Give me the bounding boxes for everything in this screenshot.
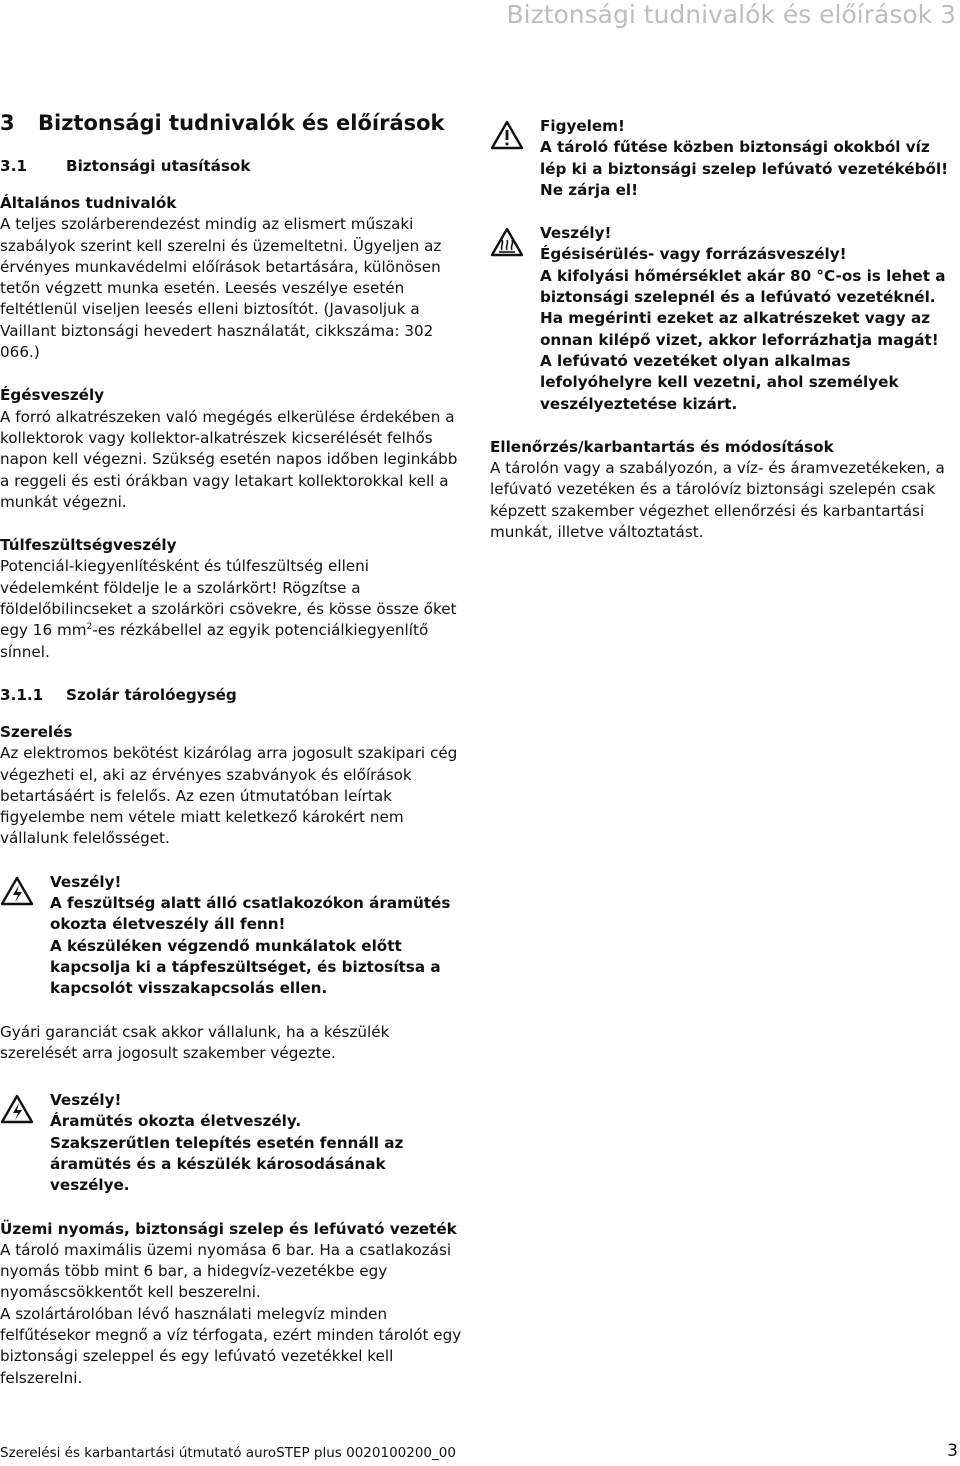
voltage-warning <box>0 872 470 1000</box>
pressure-text-1: A tároló maximális üzemi nyomása 6 bar. Ha a csatlakozási nyomás több mint 6 bar, a hidegvíz-vezetékbe egy nyomáscsökkentőt kell beszerelni. <box>0 1240 452 1302</box>
chapter-number: 3 <box>0 111 15 135</box>
hot-surface-icon <box>490 223 540 263</box>
shock-warning-text <box>50 1090 470 1196</box>
notice-box <box>490 116 960 201</box>
overvoltage-section <box>0 535 470 663</box>
general-heading: Általános tudnivalók <box>0 194 177 212</box>
maintenance-heading: Ellenőrzés/karbantartás és módosítások <box>490 437 834 456</box>
burn-heading: Égésveszély <box>0 386 105 405</box>
overvoltage-heading: Túlfeszültségveszély <box>0 536 177 555</box>
notice-title: Figyelem! <box>540 117 625 135</box>
notice-text <box>540 116 960 201</box>
warning-title: Veszély! <box>50 1091 122 1110</box>
notice-line: A tároló fűtése közben biztonsági okokból víz lép ki a biztonsági szelep lefúvató vezetékéből! Ne zárja el! <box>540 138 949 199</box>
running-header: Biztonsági tudnivalók és előírások 3 <box>506 0 956 29</box>
subsection-title <box>0 685 470 706</box>
warning-line: A feszültség alatt álló csatlakozókon áramütés okozta életveszély áll fenn! <box>50 894 451 934</box>
overvoltage-text <box>0 556 470 662</box>
warning-triangle-icon <box>490 116 540 156</box>
burn-section <box>0 385 470 513</box>
overvoltage-text-a: Potenciál-kiegyenlítésként és túlfeszültség elleni védelemként földelje le a szolárkört! Rögzítse a földelőbilincseket a szolárköri csövekre, és kösse össze őket egy 16 mm <box>0 557 457 640</box>
electric-hazard-icon <box>0 872 50 912</box>
pressure-text-2: A szolártárolóban lévő használati melegvíz minden felfűtésekor megnő a víz térfogata, ezért minden tárolót egy biztonsági szeleppel és egy lefúvató vezetékkel kell felszerelni. <box>0 1304 462 1387</box>
overvoltage-text-b: -es rézkábellel az egyik potenciálkiegyenlítő sínnel. <box>0 621 429 661</box>
warning-line: A kifolyási hőmérséklet akár 80 °C-os is lehet a biztonsági szelepnél és a lefúvató vezetéknél. Ha megérinti ezeket az alkatrészeket vagy az onnan kilépő vizet, akkor leforrázhatja magát! <box>540 266 946 349</box>
maintenance-section <box>490 437 960 543</box>
warning-line: Szakszerűtlen telepítés esetén fennáll az áramütés és a készülék károsodásának veszélye. <box>50 1133 404 1195</box>
pressure-heading: Üzemi nyomás, biztonsági szelep és lefúvató vezeték <box>0 1219 457 1238</box>
general-text: A teljes szolárberendezést mindig az elismert műszaki szabályok szerint kell szerelni és üzemeltetni. Ügyeljen az érvényes munkavédelmi előírások betartására, különösen tetőn végzett munka esetén. Leesés veszélye esetén feltétlenül viseljen leesés elleni biztosítót. (Javasoljuk a Vaillant biztonsági hevedert használatát, cikkszáma: 302 066.) <box>0 215 442 362</box>
section-number: 3.1 <box>0 157 27 175</box>
pressure-section <box>0 1219 470 1389</box>
shock-warning <box>0 1090 470 1196</box>
section-title <box>0 156 470 177</box>
subsection-title-text: Szolár tárolóegység <box>66 685 237 704</box>
warning-title: Veszély! <box>540 224 612 243</box>
installation-section <box>0 722 470 850</box>
warning-line: Áramütés okozta életveszély. <box>50 1112 302 1131</box>
right-column <box>490 108 960 565</box>
chapter-title <box>0 108 470 138</box>
installation-heading: Szerelés <box>0 722 73 741</box>
scald-warning <box>490 223 960 415</box>
superscript: 2 <box>86 622 93 633</box>
scald-warning-text <box>540 223 960 415</box>
warranty-text: Gyári garanciát csak akkor vállalunk, ha a készülék szerelését arra jogosult szakember végezte. <box>0 1022 390 1062</box>
maintenance-text: A tárolón vagy a szabályozón, a víz- és áramvezetékeken, a lefúvató vezetéken és a tárolóvíz biztonsági szelepén csak képzett szakember végezhet ellenőrzési és karbantartási munkát, illetve változtatást. <box>490 459 945 542</box>
general-section <box>0 193 470 363</box>
warning-title: Veszély! <box>50 872 122 891</box>
chapter-title-text: Biztonsági tudnivalók és előírások <box>38 111 445 135</box>
section-title-text: Biztonsági utasítások <box>66 157 251 175</box>
warning-line: A készüléken végzendő munkálatok előtt kapcsolja ki a tápfeszültséget, és biztosítsa a kapcsolót visszakapcsolás ellen. <box>50 936 441 998</box>
footer-doc-title: Szerelési és karbantartási útmutató auroSTEP plus 0020100200_00 <box>0 1445 456 1461</box>
left-column <box>0 108 470 1411</box>
page-number: 3 <box>947 1441 958 1461</box>
electric-hazard-icon <box>0 1090 50 1130</box>
subsection-number: 3.1.1 <box>0 685 44 704</box>
burn-text: A forró alkatrészeken való megégés elkerülése érdekében a kollektorok vagy kollektor-alkatrészek kicserélését felhős napon kell végezni. Szükség esetén napos időben leginkább a reggeli és esti órákban vagy letakart kollektorokkal kell a munkát végezni. <box>0 407 458 511</box>
voltage-warning-text <box>50 872 470 1000</box>
warning-line: A lefúvató vezetéket olyan alkalmas lefolyóhelyre kell vezetni, ahol személyek veszélyeztetése kizárt. <box>540 351 899 413</box>
installation-text: Az elektromos bekötést kizárólag arra jogosult szakipari cég végezheti el, aki az érvényes szabványok és előírások betartásáért is felelős. Az ezen útmutatóban leírtak figyelembe nem vétele miatt keletkező károkért nem vállalunk felelősséget. <box>0 744 458 848</box>
warning-line: Égésisérülés- vagy forrázásveszély! <box>540 245 847 264</box>
